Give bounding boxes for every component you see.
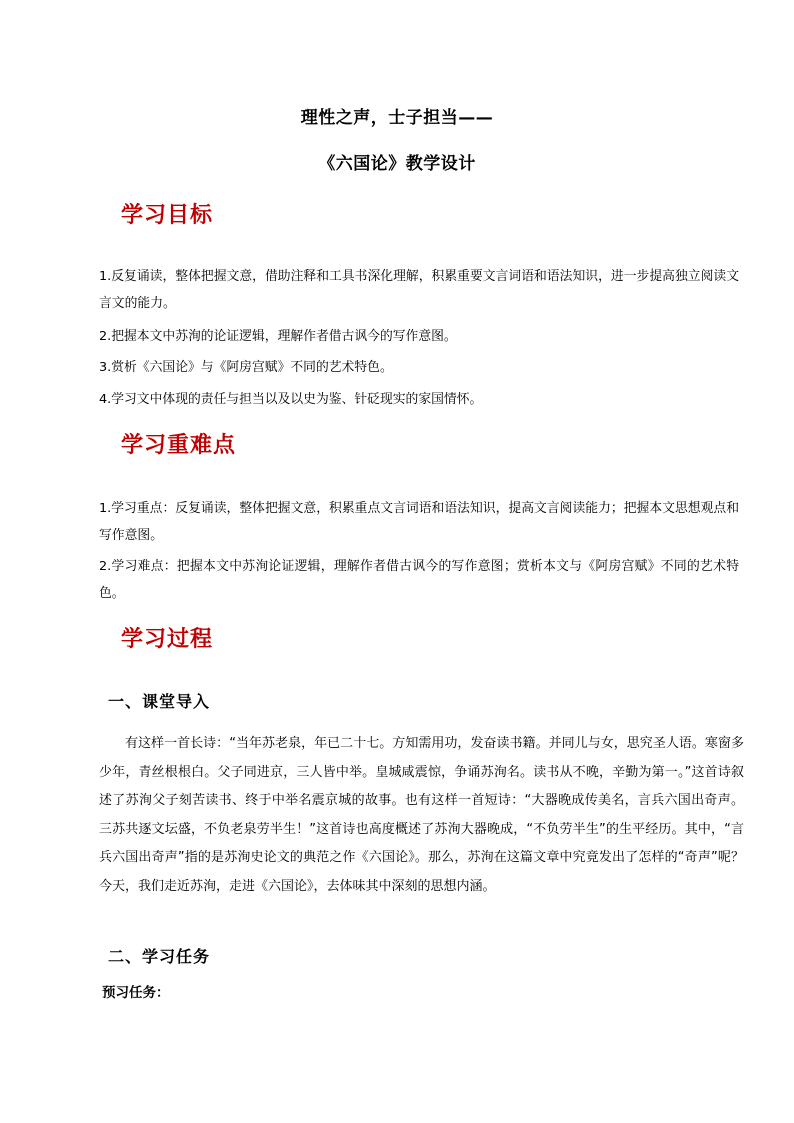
preview-task-label: 预习任务：	[102, 985, 170, 1001]
subheading-tasks: 二、学习任务	[108, 947, 211, 966]
subheading-intro: 一、课堂导入	[108, 692, 211, 711]
document-title-line1: 理性之声，士子担当——	[300, 108, 494, 128]
objective-item-3: 3.赏析《六国论》与《阿房宫赋》不同的艺术特色。	[99, 360, 393, 375]
objective-item-4: 4.学习文中体现的责任与担当以及以史为鉴、针砭现实的家国情怀。	[99, 392, 483, 407]
section-heading-objectives: 学习目标	[121, 203, 214, 228]
key-point-item-2: 2.学习难点：把握本文中苏洵论证逻辑，理解作者借古讽今的写作意图；赏析本文与《阿房宫赋》不同的艺术特色。	[99, 559, 739, 601]
key-point-item-1: 1.学习重点：反复诵读，整体把握文意，积累重点文言词语和语法知识，提高文言阅读能力；把握本文思想观点和写作意图。	[99, 501, 739, 543]
intro-paragraph: 有这样一首长诗：“当年苏老泉，年已二十七。方知需用功，发奋读书籍。并同儿与女，思究圣人语。寒窗多少年，青丝根根白。父子同进京，三人皆中举。皇城咸震惊，争诵苏洵名。读书从不晚，辛勤为第一。”这首诗叙述了苏洵父子刻苦读书、终于中举名震京城的故事。也有这样一首短诗：“大器晚成传美名，言兵六国出奇声。 三苏共逐文坛盛，不负老泉劳半生！”这首诗也高度概述了苏洵大器晚成，“不负劳半生”的生平经历。其中，“言兵六国出奇声”指的是苏洵史论文的典范之作《六国论》。那么，苏洵在这篇文章中究竟发出了怎样的“奇声”呢？今天，我们走近苏洵，走进《六国论》，去体味其中深刻的思想内涵。	[99, 736, 744, 894]
section-heading-key-points: 学习重难点	[121, 433, 237, 458]
objective-item-1: 1.反复诵读，整体把握文意，借助注释和工具书深化理解，积累重要文言词语和语法知识，进一步提高独立阅读文言文的能力。	[99, 269, 739, 311]
section-heading-process: 学习过程	[121, 627, 214, 652]
objective-item-2: 2.把握本文中苏洵的论证逻辑，理解作者借古讽今的写作意图。	[99, 329, 457, 344]
document-title-line2: 《六国论》教学设计	[318, 154, 476, 174]
